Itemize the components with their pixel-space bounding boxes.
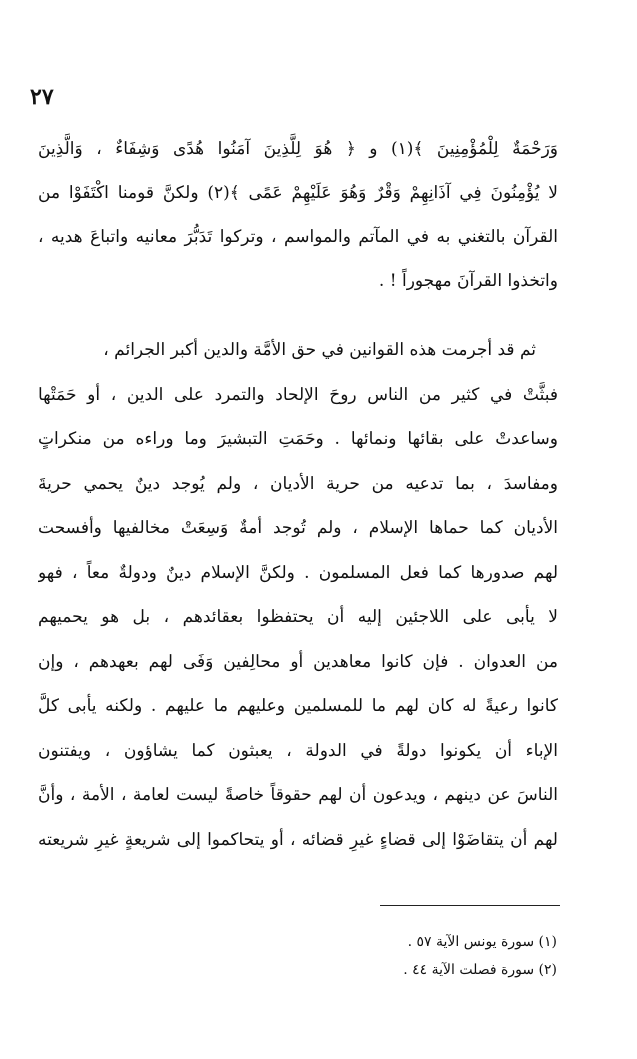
paragraph-line: القرآن بالتغني به في المآتم والمواسم ، وتركوا تَدَبُّرَ معانيه واتباعَ هديه ، xyxy=(38,227,558,247)
paragraph-line: الناسَ عن دينهم ، ويدعون أن لهم حقوقاً خاصةً ليست لعامة ، الأمة ، وأنَّ xyxy=(38,785,558,805)
paragraph-line: الإباء أن يكونوا دولةً في الدولة ، يعبثون كما يشاؤون ، ويفتنون xyxy=(38,740,558,761)
paragraph-line: ومفاسدَ ، بما تدعيه من حرية الأديان ، ولم يُوجد دينٌ يحمي حريةَ xyxy=(38,473,558,494)
paragraph-line: لا يأبى على اللاجئين إليه أن يحتفظوا بعقائدهم ، بل هو يحميهم xyxy=(38,607,558,627)
paragraph-line: وساعدتْ على بقائها ونمائها . وحَمَتِ التبشيرَ وما وراءه من منكراتٍ xyxy=(38,429,558,449)
paragraph-line: ثم قد أجرمت هذه القوانين في حق الأمَّة والدين أكبر الجرائم ، xyxy=(103,340,536,360)
footnotes xyxy=(403,928,557,984)
footnote-1: (١) سورة يونس الآية ٥٧ . xyxy=(407,934,557,950)
paragraph-1 xyxy=(38,127,558,303)
paragraph-line: وَرَحْمَةٌ لِلْمُؤْمِنِينَ ﴾(١) و ﴿ هُوَ لِلَّذِينَ آمَنُوا هُدًى وَشِفَاءٌ ، وَالَّذِينَ xyxy=(38,139,558,159)
paragraph-line: كانوا رعيةً له كان لهم ما للمسلمين وعليهم ما عليهم . ولكنه يأبى كلَّ xyxy=(38,696,558,716)
paragraph-line: فبثَّتْ في كثير من الناس روحَ الإلحاد والتمرد على الدين ، أو حَمَتْها xyxy=(38,384,558,405)
paragraph-line: الأديان كما حماها الإسلام ، ولم تُوجد أمةٌ وَسِعَتْ مخالفيها وأفسحت xyxy=(38,518,558,538)
footnote-2: (٢) سورة فصلت الآية ٤٤ . xyxy=(403,962,557,978)
paragraph-line: لهم صدورها كما فعل المسلمون . ولكنَّ الإسلام دينٌ ودولةٌ معاً ، فهو xyxy=(38,562,558,583)
paragraph-line: لهم أن يتقاضَوْا إلى قضاءٍ غيرِ قضائه ، أو يتحاكموا إلى شريعةٍ غيرِ شريعته xyxy=(38,829,558,850)
page-number: ٢٧ xyxy=(30,84,54,110)
paragraph-line: واتخذوا القرآنَ مهجوراً ! . xyxy=(378,271,558,291)
paragraph-2 xyxy=(38,328,558,862)
paragraph-line: من العدوان . فإن كانوا معاهدين أو محالِفين وَفَى لهم بعهدهم ، وإن xyxy=(38,651,558,672)
paragraph-line: لا يُؤْمِنُونَ فِي آذَانِهِمْ وَقْرٌ وَهُوَ عَلَيْهِمْ عَمًى ﴾(٢) ولكنَّ قومنا اكْتَفَوْا من xyxy=(38,183,558,203)
footnote-divider xyxy=(380,905,560,906)
